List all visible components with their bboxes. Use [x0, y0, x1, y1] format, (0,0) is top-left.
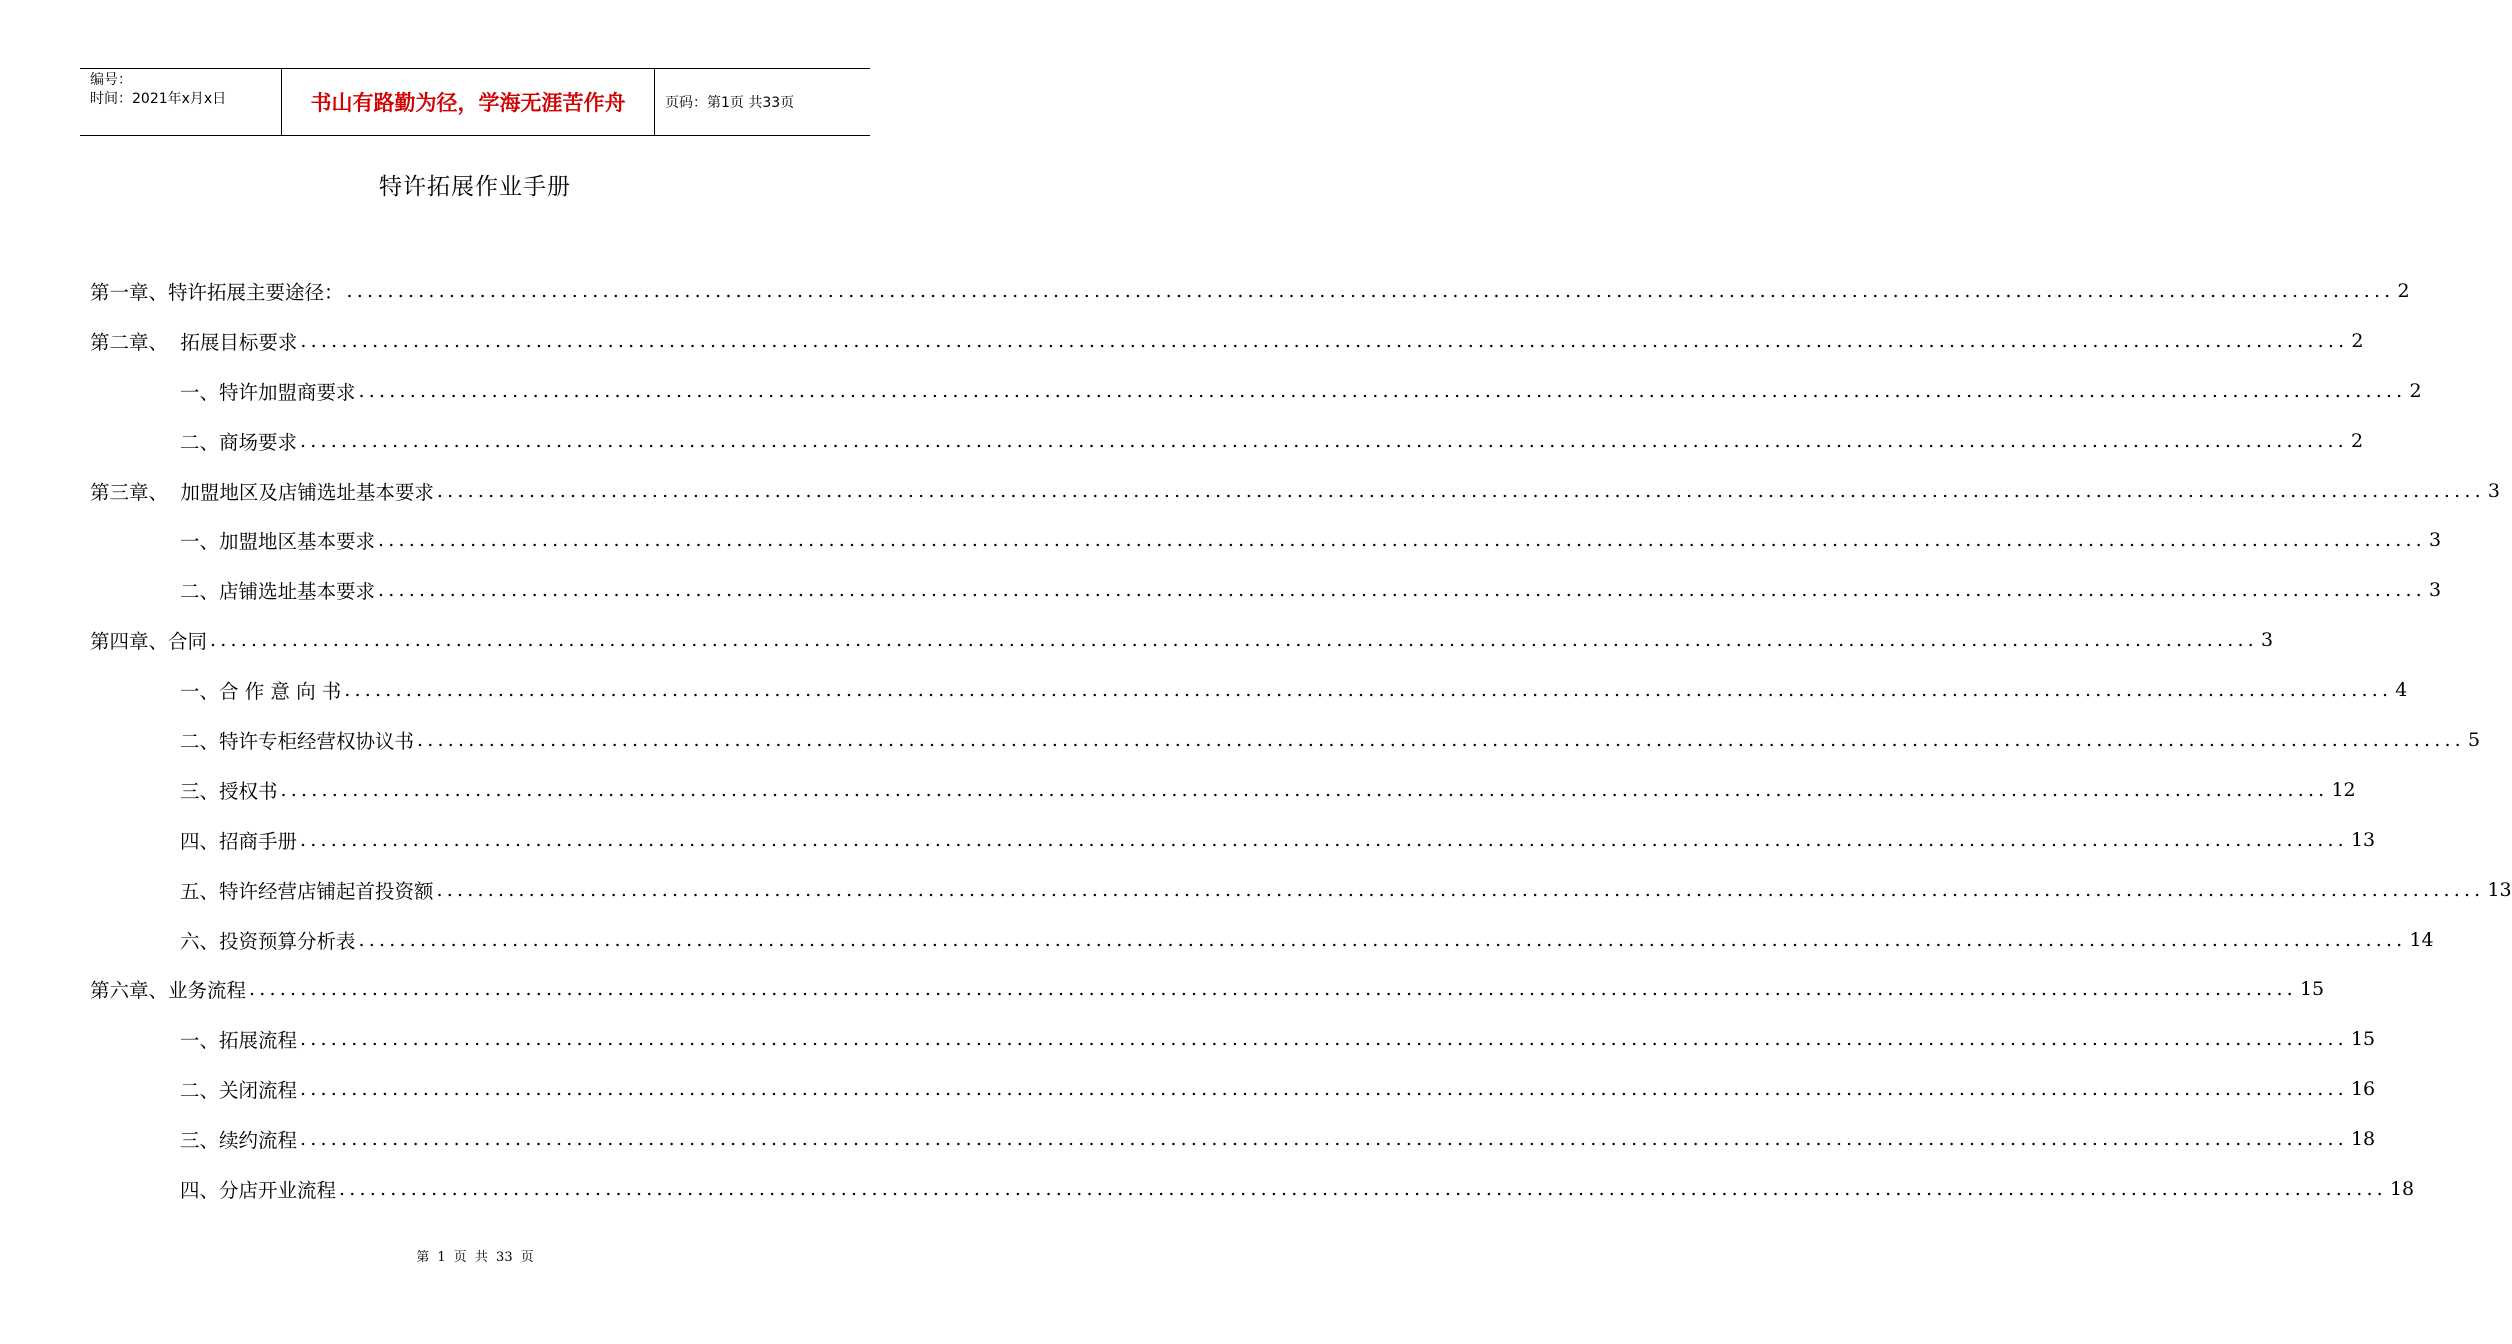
- toc-entry-page: 2: [2351, 329, 2364, 352]
- toc-entry-page: 13: [2487, 878, 2512, 901]
- toc-entry-label: 二、店铺选址基本要求: [180, 580, 376, 604]
- page-header: [80, 68, 870, 136]
- toc-entry-label: 第二章、 拓展目标要求: [90, 330, 298, 354]
- toc-entry[interactable]: [90, 266, 2410, 316]
- toc-entry-page: 3: [2428, 579, 2442, 602]
- toc-dot-leader: ........................................................................................................................................................................................................: [346, 279, 2395, 302]
- header-page-info: 页码：第1页 共33页: [665, 95, 795, 111]
- toc-entry-page: 5: [2467, 728, 2481, 751]
- document-number-label: 编号：: [90, 72, 132, 88]
- toc-entry[interactable]: [90, 466, 2500, 516]
- page-footer: 第 1 页 共 33 页: [416, 1250, 534, 1265]
- header-motto: 书山有路勤为径，学海无涯苦作舟: [282, 69, 655, 135]
- toc-entry-label: 一、加盟地区基本要求: [180, 530, 376, 554]
- header-meta: [80, 69, 282, 135]
- toc-entry-label: 二、特许专柜经营权协议书: [180, 729, 415, 753]
- toc-dot-leader: ........................................................................................................................................................................................................: [300, 429, 2348, 452]
- toc-entry-label: 四、招商手册: [180, 829, 298, 853]
- toc-entry[interactable]: [90, 1064, 2376, 1114]
- toc-entry-label: 二、关闭流程: [180, 1079, 298, 1103]
- toc-dot-leader: ........................................................................................................................................................................................................: [344, 679, 2393, 702]
- toc-entry[interactable]: [90, 964, 2325, 1014]
- toc-dot-leader: ........................................................................................................................................................................................................: [436, 479, 2485, 502]
- toc-entry-label: 第一章、特许拓展主要途径：: [90, 280, 344, 304]
- toc-entry[interactable]: [90, 416, 2364, 466]
- toc-entry-page: 3: [2260, 629, 2274, 652]
- toc-dot-leader: ........................................................................................................................................................................................................: [358, 379, 2407, 402]
- toc-entry-page: 13: [2350, 828, 2376, 851]
- document-title: 特许拓展作业手册: [379, 174, 571, 200]
- toc-entry[interactable]: [90, 715, 2481, 765]
- toc-entry[interactable]: [90, 1164, 2415, 1214]
- toc-entry-page: 18: [2389, 1177, 2415, 1200]
- toc-entry[interactable]: [90, 316, 2364, 366]
- toc-entry-page: 2: [2409, 379, 2422, 402]
- toc-entry-label: 三、续约流程: [180, 1129, 298, 1153]
- toc-dot-leader: ........................................................................................................................................................................................................: [300, 1028, 2348, 1051]
- toc-entry-label: 四、分店开业流程: [180, 1178, 337, 1202]
- toc-dot-leader: ........................................................................................................................................................................................................: [339, 1177, 2387, 1200]
- toc-dot-leader: ........................................................................................................................................................................................................: [436, 878, 2485, 901]
- toc-dot-leader: ........................................................................................................................................................................................................: [300, 1128, 2348, 1151]
- toc-entry-page: 3: [2428, 529, 2442, 552]
- toc-entry-page: 2: [2350, 429, 2364, 452]
- toc-entry-label: 第三章、 加盟地区及店铺选址基本要求: [90, 480, 434, 504]
- toc-entry[interactable]: [90, 565, 2442, 615]
- toc-entry-page: 3: [2487, 479, 2500, 502]
- toc-entry-page: 18: [2350, 1128, 2376, 1151]
- toc-entry-label: 二、商场要求: [180, 430, 298, 454]
- toc-entry-page: 12: [2331, 778, 2356, 801]
- toc-dot-leader: ........................................................................................................................................................................................................: [378, 529, 2426, 552]
- toc-entry[interactable]: [90, 665, 2408, 715]
- toc-entry-label: 六、投资预算分析表: [180, 929, 356, 953]
- toc-dot-leader: ........................................................................................................................................................................................................: [417, 728, 2465, 751]
- toc-entry-page: 14: [2409, 928, 2434, 951]
- toc-dot-leader: ........................................................................................................................................................................................................: [358, 928, 2407, 951]
- toc-entry-page: 16: [2350, 1078, 2376, 1101]
- toc-entry-page: 2: [2397, 279, 2410, 302]
- toc-entry-label: 三、授权书: [180, 779, 278, 803]
- toc-entry[interactable]: [90, 865, 2512, 915]
- toc-dot-leader: ........................................................................................................................................................................................................: [300, 1078, 2348, 1101]
- toc-entry-page: 15: [2350, 1028, 2376, 1051]
- toc-dot-leader: ........................................................................................................................................................................................................: [280, 778, 2329, 801]
- toc-entry-page: 4: [2395, 679, 2408, 702]
- toc-entry-label: 一、拓展流程: [180, 1029, 298, 1053]
- toc-entry[interactable]: [90, 915, 2434, 965]
- toc-entry[interactable]: [90, 765, 2356, 815]
- toc-entry[interactable]: [90, 615, 2274, 665]
- toc-entry-label: 五、特许经营店铺起首投资额: [180, 879, 434, 903]
- toc-entry[interactable]: [90, 815, 2376, 865]
- toc-entry-label: 一、特许加盟商要求: [180, 380, 356, 404]
- document-time-label: 时间：2021年x月x日: [90, 91, 227, 107]
- toc-entry[interactable]: [90, 1014, 2376, 1064]
- toc-entry[interactable]: [90, 366, 2422, 416]
- toc-entry-label: 一、合 作 意 向 书: [180, 680, 342, 704]
- toc-entry-label: 第四章、合同: [90, 630, 208, 654]
- toc-dot-leader: ........................................................................................................................................................................................................: [300, 828, 2348, 851]
- toc-entry[interactable]: [90, 515, 2442, 565]
- table-of-contents: [90, 266, 2512, 1214]
- toc-entry-page: 15: [2299, 978, 2325, 1001]
- toc-dot-leader: ........................................................................................................................................................................................................: [249, 978, 2297, 1001]
- toc-entry[interactable]: [90, 1114, 2376, 1164]
- toc-entry-label: 第六章、业务流程: [90, 979, 247, 1003]
- toc-dot-leader: ........................................................................................................................................................................................................: [210, 629, 2258, 652]
- toc-dot-leader: ........................................................................................................................................................................................................: [300, 329, 2349, 352]
- toc-dot-leader: ........................................................................................................................................................................................................: [378, 579, 2426, 602]
